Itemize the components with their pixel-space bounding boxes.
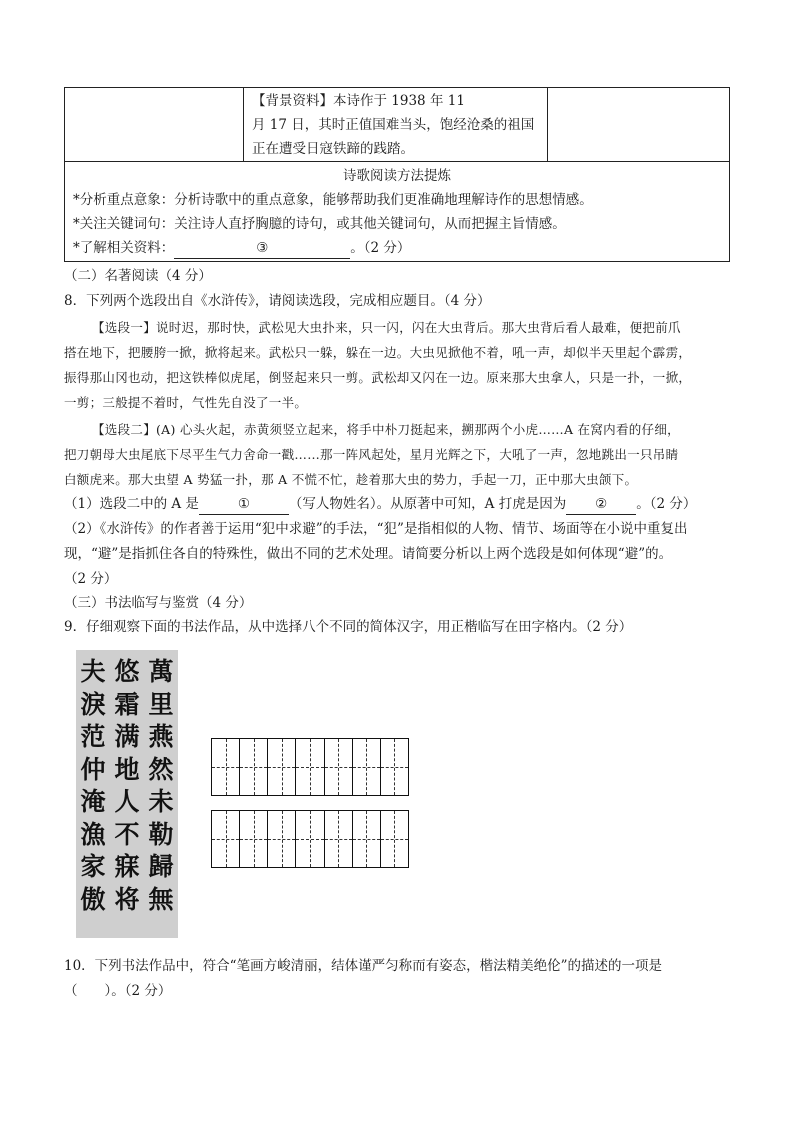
calligraphy-char: 漁 (80, 819, 106, 849)
calligraphy-char: 范 (80, 722, 106, 751)
question-8-2-points: （2 分） (64, 571, 118, 587)
excerpt-line: 一剪；三般提不着时，气性先自没了一半。 (64, 395, 308, 410)
calligraphy-char: 里 (148, 689, 174, 719)
background-line: 月 17 日，其时正值国难当头，饱经沧桑的祖国 (252, 117, 535, 133)
calligraphy-char: 勒 (148, 819, 174, 849)
tianzige-cell[interactable] (325, 811, 353, 867)
tip-suffix: 。（2 分） (350, 240, 411, 256)
excerpt-line: 把刀朝母大虫尾底下尽平生气力舍命一戳……那一阵风起处，星月光辉之下，大吼了一声，忽地跳出一只吊睛 (64, 447, 679, 462)
calligraphy-column-middle (112, 656, 142, 916)
tip-prefix: *了解相关资料： (73, 240, 175, 256)
tianzige-cell[interactable] (325, 739, 353, 795)
method-title: 诗歌阅读方法提炼 (343, 168, 451, 184)
calligraphy-char: 家 (80, 852, 106, 881)
question-10-answer: （ ）。（2 分） (64, 983, 172, 999)
calligraphy-char: 淚 (80, 689, 106, 719)
calligraphy-char: 满 (114, 722, 140, 751)
calligraphy-char: 寐 (114, 852, 140, 881)
q8-1-text: （1）选段二中的 A 是 (64, 496, 199, 512)
tianzige-cell[interactable] (240, 811, 268, 867)
calligraphy-char: 霜 (114, 689, 140, 719)
tianzige-cell[interactable] (268, 739, 296, 795)
answer-blank-1[interactable]: ① (199, 494, 289, 515)
question-9-stem: 9．仔细观察下面的书法作品，从中选择八个不同的简体汉字，用正楷临写在田字格内。（2 分） (64, 619, 633, 635)
calligraphy-char: 然 (148, 754, 174, 784)
calligraphy-char: 萬 (148, 657, 174, 686)
excerpt-line: 【选段二】(A) 心头火起，赤黄须竖立起来，将手中朴刀挺起来，搠那两个小虎……A 在窝内看的仔细， (92, 422, 680, 437)
section-title: （二）名著阅读（4 分） (64, 268, 212, 284)
q8-1-points: 。（2 分） (636, 496, 697, 512)
background-line: 正在遭受日寇铁蹄的践踏。 (252, 141, 414, 157)
question-8-2-line: （2）《水浒传》的作者善于运用“犯中求避”的手法，“犯”是指相似的人物、情节、场面等在小说中重复出 (64, 521, 688, 537)
q8-1-text: （写人物姓名）。从原著中可知，A 打虎是因为 (288, 496, 567, 512)
table-divider (243, 88, 244, 161)
calligraphy-column-right (146, 656, 176, 916)
calligraphy-char: 不 (114, 819, 140, 849)
tianzige-cell[interactable] (381, 811, 408, 867)
tianzige-cell[interactable] (353, 739, 381, 795)
calligraphy-char: 傲 (80, 884, 106, 914)
calligraphy-char: 地 (114, 754, 140, 784)
tianzige-cell[interactable] (296, 811, 324, 867)
tianzige-cell[interactable] (212, 811, 240, 867)
excerpt-line: 【选段一】说时迟，那时快，武松见大虫扑来，只一闪，闪在大虫背后。那大虫背后看人最难，便把前爪 (92, 320, 681, 335)
tianzige-cell[interactable] (353, 811, 381, 867)
tianzige-cell[interactable] (268, 811, 296, 867)
tianzige-cell[interactable] (240, 739, 268, 795)
tianzige-cell[interactable] (381, 739, 408, 795)
calligraphy-artwork (76, 650, 178, 938)
tip-item: *关注关键词句：关注诗人直抒胸臆的诗句，或其他关键词句，从而把握主旨情感。 (73, 216, 566, 232)
excerpt-line: 搭在地下，把腰胯一掀，掀将起来。武松只一躲，躲在一边。大虫见掀他不着，吼一声，却似半天里起个霹雳， (64, 345, 692, 360)
calligraphy-char: 歸 (148, 852, 174, 881)
question-8-stem: 8．下列两个选段出自《水浒传》，请阅读选段，完成相应题目。（4 分） (64, 293, 491, 309)
answer-blank-2[interactable]: ② (566, 494, 636, 515)
tianzige-cell[interactable] (296, 739, 324, 795)
calligraphy-char: 人 (114, 787, 140, 816)
calligraphy-char: 燕 (148, 722, 174, 751)
section-title: （三）书法临写与鉴赏（4 分） (64, 595, 253, 611)
question-8-1 (64, 494, 696, 515)
tip-item: *分析重点意象：分析诗歌中的重点意象，能够帮助我们更准确地理解诗作的思想情感。 (73, 192, 593, 208)
calligraphy-char: 仲 (80, 754, 106, 784)
calligraphy-char: 無 (148, 884, 174, 914)
background-line: 【背景资料】本诗作于 1938 年 11 (252, 93, 465, 109)
calligraphy-column-left (78, 656, 108, 916)
question-10-stem: 10．下列书法作品中，符合“笔画方峻清丽，结体谨严匀称而有姿态，楷法精美绝伦”的描述的一项是 (64, 958, 662, 974)
calligraphy-char: 夫 (80, 657, 106, 686)
calligraphy-char: 将 (114, 884, 140, 914)
tianzige-grid-1 (211, 738, 409, 796)
calligraphy-char: 未 (148, 787, 174, 816)
calligraphy-char: 悠 (114, 657, 140, 686)
question-8-2-line: 现，“避”是指抓住各自的特殊性，做出不同的艺术处理。请简要分析以上两个选段是如何体现“避”的。 (64, 546, 673, 562)
excerpt-line: 白额虎来。那大虫望 A 势猛一扑，那 A 不慌不忙，趁着那大虫的势力，手起一刀，正中那大虫颌下。 (64, 472, 638, 487)
calligraphy-char: 淹 (80, 787, 106, 816)
tianzige-grid-2 (211, 810, 409, 868)
tianzige-cell[interactable] (212, 739, 240, 795)
table-divider (65, 161, 729, 162)
method-table (64, 87, 730, 262)
table-divider (547, 88, 548, 161)
excerpt-line: 振得那山冈也动，把这铁棒似虎尾，倒竖起来只一剪。武松却又闪在一边。原来那大虫拿人，只是一扑，一掀， (64, 370, 692, 385)
tip-item-resources (73, 238, 410, 259)
answer-blank-3[interactable]: ③ (174, 238, 350, 259)
